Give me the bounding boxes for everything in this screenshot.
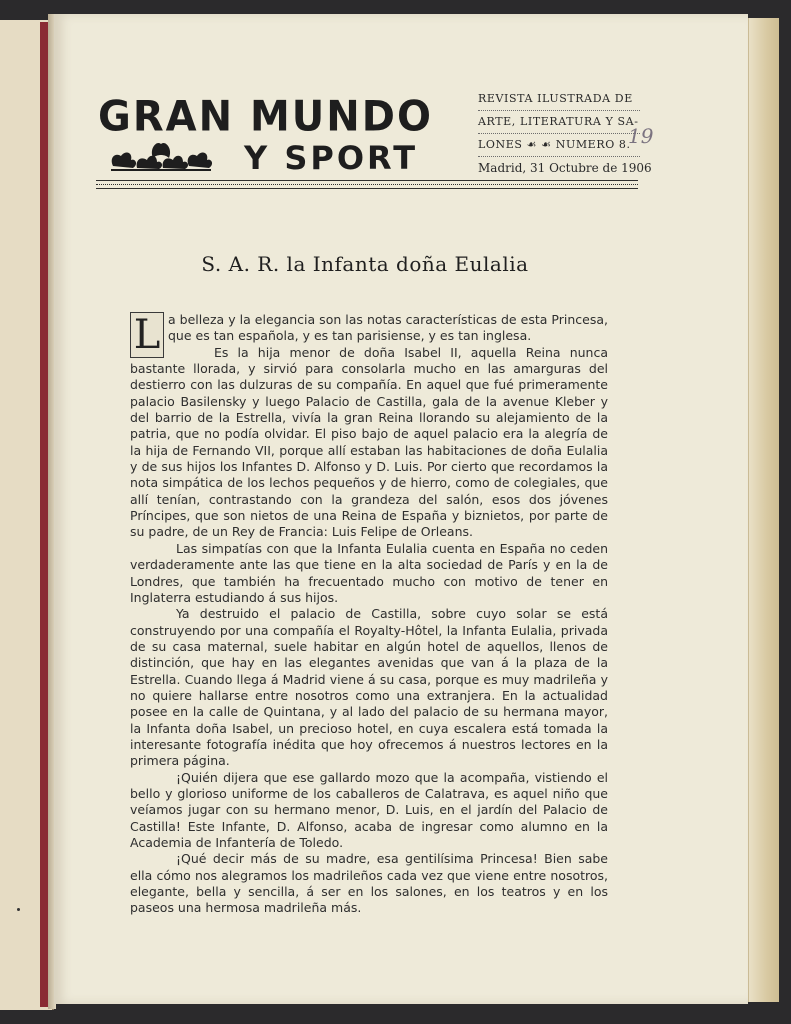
drop-cap: L	[130, 312, 164, 358]
page-stack-edge	[748, 18, 779, 1002]
masthead-title: GRAN MUNDO	[98, 92, 433, 142]
facing-page-red-edge	[40, 22, 48, 1007]
article-title: S. A. R. la Infanta doña Eulalia	[201, 252, 529, 276]
info-line: LONES ☙ ☙ NUMERO 8.	[478, 134, 640, 157]
masthead-rule	[96, 188, 638, 189]
paragraph: ¡Qué decir más de su madre, esa gentilísima Princesa! Bien sabe ella cómo nos alegramos los madrileños cada vez que viene entre nosotros, elegante, bella y sencilla, á ser en los salones, en los teatros y en los paseos una hermosa madrileña más.	[130, 851, 608, 916]
floral-ornament-icon	[105, 138, 215, 174]
masthead-rule-dotted	[96, 184, 638, 185]
masthead-info	[478, 88, 652, 179]
issue-date: Madrid, 31 Octubre de 1906	[478, 161, 652, 175]
masthead-rule	[96, 180, 638, 181]
paragraph: Ya destruido el palacio de Castilla, sobre cuyo solar se está construyendo por una compañía el Royalty-Hôtel, la Infanta Eulalia, privada de su casa maternal, suele habitar en algún hotel de aquellos, llenos de distinción, que hay en las elegantes avenidas que van á la plaza de la Estrella. Cuando llega á Madrid viene á su casa, porque es muy madrileña y no quiere hallarse entre nosotros como una extranjera. En la actualidad posee en la calle de Quintana, y al lado del palacio de su hermana mayor, la Infanta doña Isabel, un precioso hotel, en cuya escalera está tomada la interesante fotografía inédita que hoy ofrecemos á nuestros lectores en la primera página.	[130, 606, 608, 769]
info-line: REVISTA ILUSTRADA DE	[478, 88, 640, 111]
paragraph: ¡Quién dijera que ese gallardo mozo que la acompaña, vistiendo el bello y glorioso uniforme de los caballeros de Calatrava, es aquel niño que veíamos jugar con su hermano menor, D. Luis, en el jardín del Palacio de Castilla! Este Infante, D. Alfonso, acaba de ingresar como alumno en la Academia de Infantería de Toledo.	[130, 769, 608, 850]
paragraph: Las simpatías con que la Infanta Eulalia cuenta en España no ceden verdaderamente ante las que tiene en la alta sociedad de París y en la de Londres, que también ha frecuentado mucho con motivo de tener en Inglaterra estudiando á sus hijos.	[130, 540, 608, 605]
page-speck	[17, 908, 20, 911]
paragraph: L a belleza y la elegancia son las notas características de esta Princesa, que es tan española, y es tan parisiense, y es tan inglesa.	[130, 312, 608, 345]
article-body	[130, 312, 608, 917]
paragraph: Es la hija menor de doña Isabel II, aquella Reina nunca bastante llorada, y sirvió para consolarla mucho en las amarguras del destierro con las dulzuras de su compañía. En aquel que fué primeramente palacio Basilensky y luego Palacio de Castilla, gala de la avenue Kleber y del barrio de la Estrella, vivía la gran Reina llorando su alejamiento de la patria, que no podía olvidar. El piso bajo de aquel palacio era la alegría de la hija de Fernando VII, porque allí estaban las habitaciones de doña Eulalia y de sus hijos los Infantes D. Alfonso y D. Luis. Por cierto que recordamos la nota simpática de los lechos pequeños y de hierro, como de colegiales, que allí tenían, contrastando con la grandeza del salón, esos dos jóvenes Príncipes, que son nietos de una Reina de España y biznietos, por parte de su padre, de un Rey de Francia: Luis Felipe de Orleans.	[130, 344, 608, 540]
info-line: ARTE, LITERATURA Y SA-	[478, 111, 640, 134]
handwritten-page-number: 19	[628, 124, 654, 148]
masthead-subtitle: Y SPORT	[244, 139, 419, 177]
